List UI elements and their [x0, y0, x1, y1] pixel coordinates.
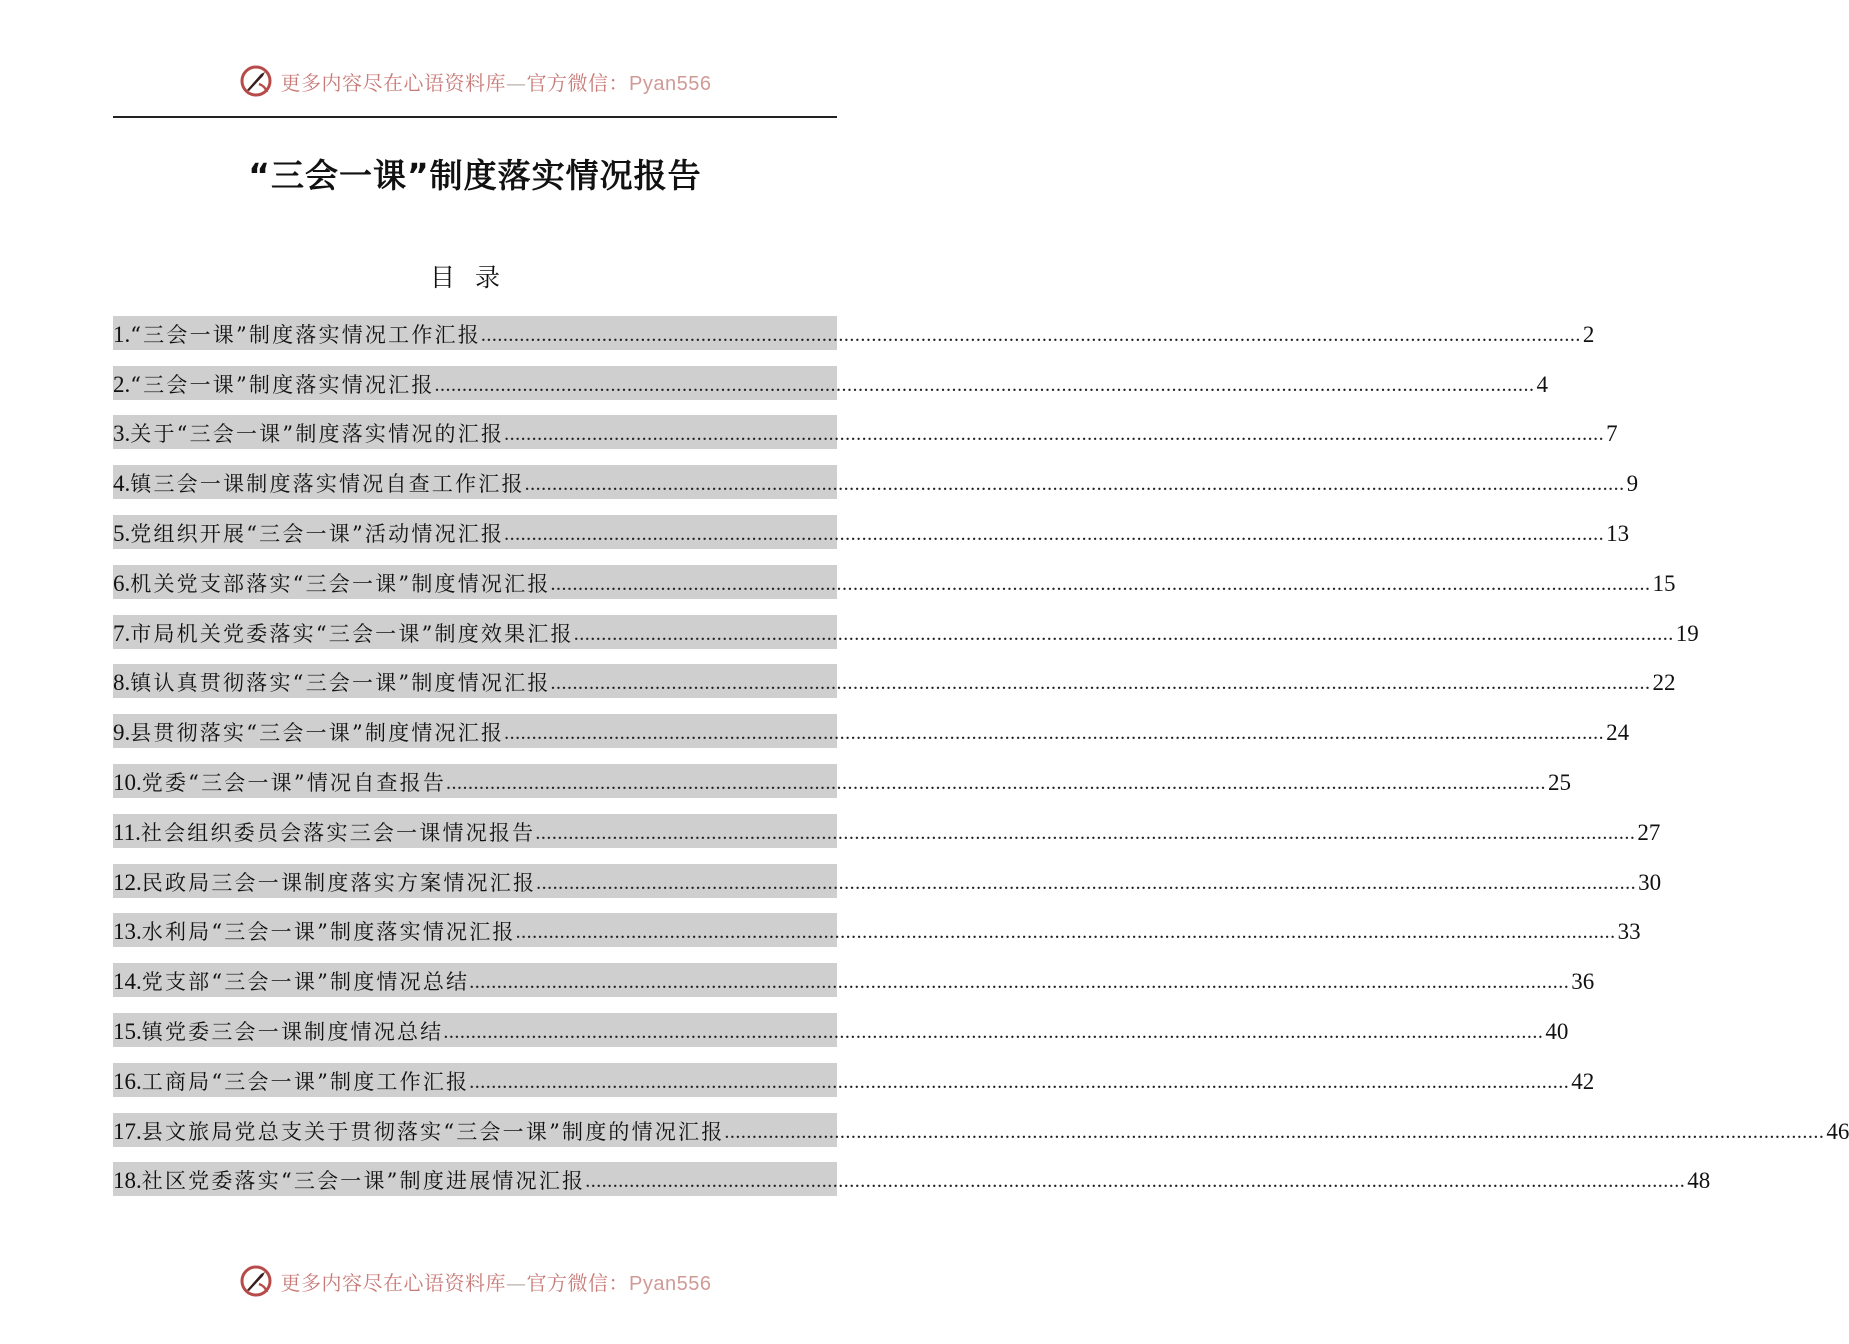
toc-dot-leader: ........................................................................................................................................................................................................ [504, 423, 1605, 446]
toc-entry-line [113, 963, 1595, 997]
toc-entry-number: 6. [113, 570, 131, 596]
toc-dot-leader: ........................................................................................................................................................................................................ [524, 473, 1625, 496]
toc-entry-number: 3. [113, 421, 131, 447]
toc-dot-leader: ........................................................................................................................................................................................................ [504, 722, 1605, 745]
toc-entry-page: 7 [1606, 421, 1618, 447]
toc-entry-title: 党委“三会一课”情况自查报告 [141, 771, 447, 796]
toc-entry[interactable] [113, 1105, 1849, 1155]
toc-entry-line [113, 415, 1618, 449]
toc-entry-page: 15 [1652, 570, 1676, 596]
toc-entry-number: 13. [113, 919, 142, 945]
toc-entry-title: “三会一课”制度落实情况汇报 [130, 372, 435, 397]
toc-entry-title: “三会一课”制度落实情况工作汇报 [130, 322, 481, 347]
toc-entry-number: 1. [113, 321, 131, 347]
toc-entry[interactable] [113, 358, 1549, 408]
toc-entry-page: 36 [1571, 969, 1595, 995]
toc-entry[interactable] [113, 706, 1630, 756]
toc-entry-title: 镇认真贯彻落实“三会一课”制度情况汇报 [130, 671, 551, 696]
toc-entry-page: 22 [1652, 670, 1676, 696]
toc-dot-leader: ........................................................................................................................................................................................................ [504, 523, 1605, 546]
toc-entry-line [113, 565, 1676, 599]
toc-entry-page: 42 [1571, 1068, 1595, 1094]
toc-entry-page: 48 [1687, 1168, 1711, 1194]
toc-entry-title: 社会组织委员会落实三会一课情况报告 [140, 820, 536, 845]
quill-logo-icon [239, 1264, 273, 1298]
toc-entry[interactable] [113, 1005, 1569, 1055]
page-title: “三会一课”制度落实情况报告 [248, 156, 702, 195]
toc-entry-title: 工商局“三会一课”制度工作汇报 [141, 1069, 470, 1094]
toc-entry-number: 16. [113, 1068, 142, 1094]
toc-entry-title: 机关党支部落实“三会一课”制度情况汇报 [130, 571, 551, 596]
toc-entry-number: 15. [113, 1019, 142, 1045]
toc-dot-leader: ........................................................................................................................................................................................................ [536, 871, 1637, 894]
toc-entry[interactable] [113, 906, 1641, 956]
toc-dot-leader: ........................................................................................................................................................................................................ [550, 672, 1651, 695]
watermark-text: 更多内容尽在心语资料库—官方微信：Pyan556 [280, 1270, 712, 1295]
toc-entry-page: 30 [1638, 869, 1662, 895]
toc-entry-page: 9 [1626, 471, 1639, 497]
toc-entry-page: 33 [1617, 919, 1641, 945]
toc-entry-line [113, 366, 1549, 400]
toc-entry-line [113, 764, 1572, 798]
toc-dot-leader: ........................................................................................................................................................................................................ [469, 971, 1570, 994]
toc-dot-leader: ........................................................................................................................................................................................................ [434, 373, 1535, 396]
toc-entry-line [113, 316, 1595, 350]
toc-dot-leader: ........................................................................................................................................................................................................ [443, 1021, 1544, 1044]
toc-entry-line [113, 664, 1676, 698]
toc-entry-number: 17. [113, 1118, 142, 1144]
watermark-text: 更多内容尽在心语资料库—官方微信：Pyan556 [280, 70, 712, 95]
toc-entry-title: 县文旅局党总支关于贯彻落实“三会一课”制度的情况汇报 [141, 1119, 725, 1144]
toc-entry[interactable] [113, 657, 1676, 707]
toc-entry-line [113, 714, 1630, 748]
toc-entry[interactable] [113, 308, 1595, 358]
toc-entry-page: 40 [1545, 1019, 1569, 1045]
toc-entry-title: 市局机关党委落实“三会一课”制度效果汇报 [130, 621, 574, 646]
toc-entry[interactable] [113, 457, 1639, 507]
toc-entry[interactable] [113, 1155, 1711, 1205]
toc-entry-number: 4. [113, 471, 131, 497]
toc-entry-number: 9. [113, 720, 131, 746]
toc-entry[interactable] [113, 507, 1630, 557]
toc-dot-leader: ........................................................................................................................................................................................................ [535, 821, 1636, 844]
toc-entry-line [113, 913, 1641, 947]
toc-entry-line [113, 864, 1662, 898]
toc-entry-page: 13 [1606, 521, 1630, 547]
toc-entry-title: 社区党委落实“三会一课”制度进展情况汇报 [141, 1169, 586, 1194]
toc-entry-title: 镇党委三会一课制度情况总结 [141, 1020, 444, 1045]
toc-entry-page: 19 [1675, 620, 1699, 646]
toc-entry[interactable] [113, 557, 1676, 607]
toc-entry-line [113, 1113, 1849, 1147]
toc-dot-leader: ........................................................................................................................................................................................................ [515, 921, 1616, 944]
toc-dot-leader: ........................................................................................................................................................................................................ [550, 572, 1651, 595]
toc-entry-line [113, 1162, 1711, 1196]
toc-entry[interactable] [113, 607, 1699, 657]
toc-entry[interactable] [113, 408, 1618, 458]
toc-entry-title: 党组织开展“三会一课”活动情况汇报 [130, 522, 505, 547]
toc-entry-number: 2. [113, 371, 131, 397]
toc-dot-leader: ........................................................................................................................................................................................................ [573, 622, 1674, 645]
toc-dot-leader: ........................................................................................................................................................................................................ [446, 772, 1547, 795]
toc-entry-line [113, 515, 1630, 549]
toc-entry-number: 5. [113, 521, 131, 547]
toc-dot-leader: ........................................................................................................................................................................................................ [469, 1070, 1570, 1093]
toc-entry-number: 14. [113, 969, 142, 995]
toc-entry[interactable] [113, 756, 1572, 806]
toc-entry[interactable] [113, 955, 1595, 1005]
toc-entry-number: 12. [113, 869, 142, 895]
table-of-contents [113, 308, 1849, 1204]
toc-entry[interactable] [113, 1055, 1595, 1105]
toc-dot-leader: ........................................................................................................................................................................................................ [585, 1170, 1686, 1193]
toc-entry-page: 27 [1637, 819, 1661, 845]
toc-entry[interactable] [113, 856, 1662, 906]
toc-entry-title: 县贯彻落实“三会一课”制度情况汇报 [130, 721, 505, 746]
toc-entry-page: 4 [1536, 371, 1549, 397]
toc-entry[interactable] [113, 806, 1661, 856]
watermark-header [0, 58, 950, 104]
toc-entry-line [113, 615, 1699, 649]
toc-entry-title: 党支部“三会一课”制度情况总结 [141, 970, 470, 995]
toc-entry-number: 11. [113, 819, 141, 845]
toc-entry-page: 25 [1548, 770, 1572, 796]
toc-entry-number: 10. [113, 770, 142, 796]
toc-heading: 目录 [429, 263, 520, 292]
toc-entry-line [113, 814, 1661, 848]
toc-entry-page: 2 [1582, 321, 1595, 347]
toc-entry-title: 民政局三会一课制度落实方案情况汇报 [141, 870, 537, 895]
toc-entry-page: 24 [1606, 720, 1630, 746]
toc-entry-number: 7. [113, 620, 131, 646]
toc-entry-title: 镇三会一课制度落实情况自查工作汇报 [130, 472, 525, 497]
header-rule [113, 116, 837, 118]
toc-entry-number: 8. [113, 670, 131, 696]
toc-entry-line [113, 1063, 1595, 1097]
toc-entry-number: 18. [113, 1168, 142, 1194]
toc-dot-leader: ........................................................................................................................................................................................................ [480, 323, 1581, 346]
toc-entry-line [113, 1013, 1569, 1047]
toc-entry-line [113, 465, 1639, 499]
watermark-footer [0, 1258, 950, 1304]
toc-entry-page: 46 [1826, 1118, 1849, 1144]
toc-dot-leader: ........................................................................................................................................................................................................ [724, 1120, 1825, 1143]
quill-logo-icon [239, 64, 273, 98]
toc-entry-title: 水利局“三会一课”制度落实情况汇报 [141, 920, 516, 945]
toc-entry-title: 关于“三会一课”制度落实情况的汇报 [130, 422, 505, 447]
